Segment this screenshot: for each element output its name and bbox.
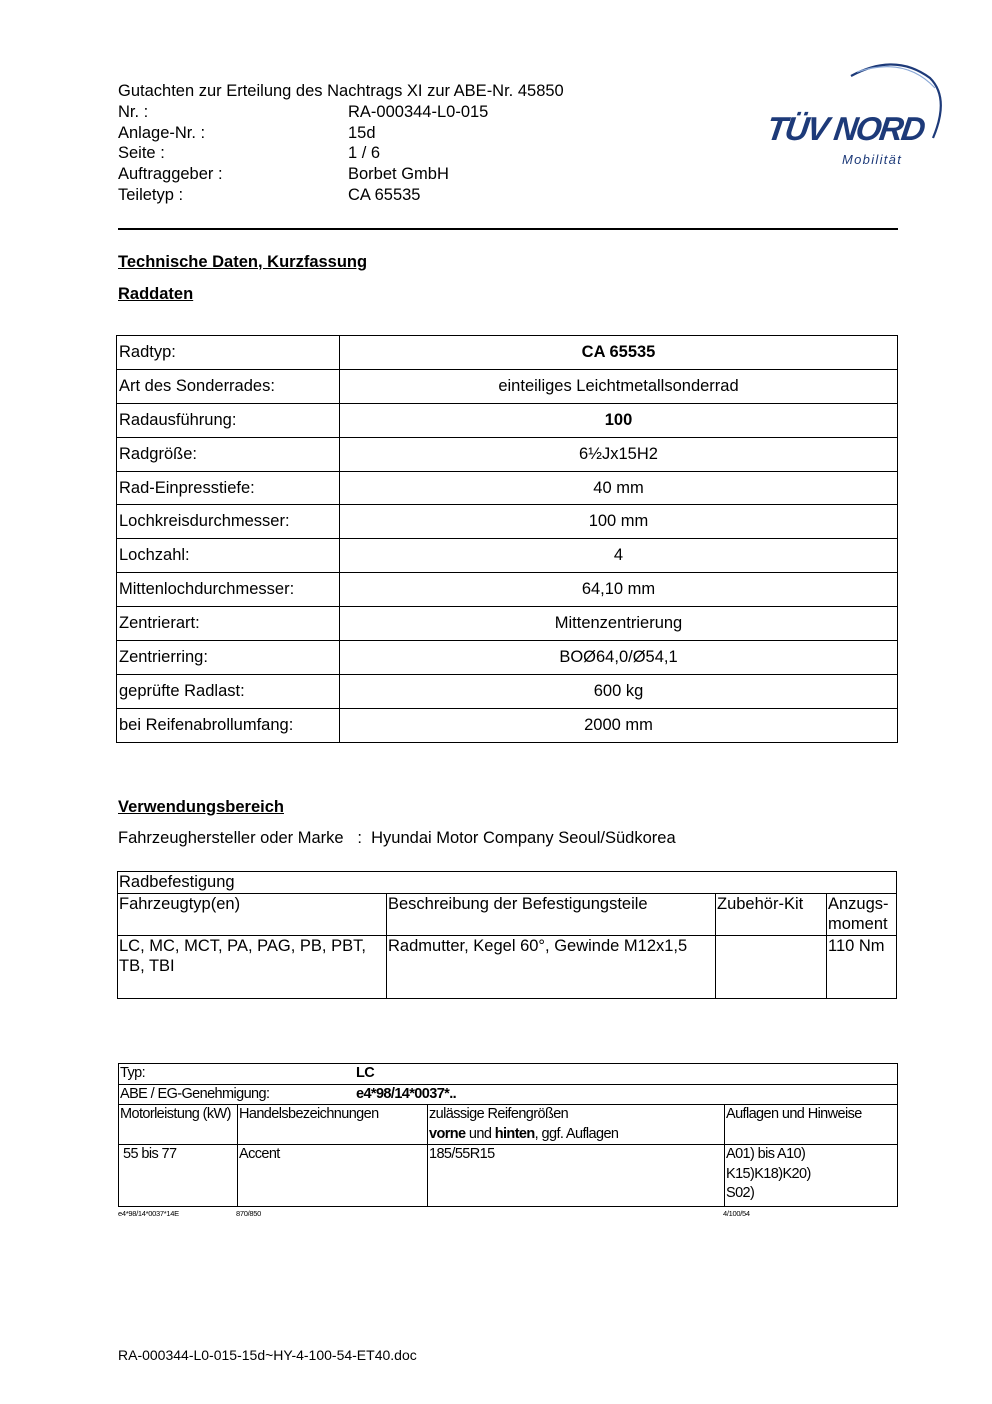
table-title: Radbefestigung <box>118 872 897 894</box>
separator: : <box>343 829 372 847</box>
reifen-rest: , ggf. Auflagen <box>534 1125 619 1142</box>
auflagen-line: A01) bis A10) <box>726 1146 806 1162</box>
table-row <box>117 607 898 641</box>
row-value: 2000 mm <box>340 708 898 742</box>
table-row <box>117 674 898 708</box>
table-row <box>117 369 898 403</box>
reifen-vorne: vorne <box>429 1125 466 1142</box>
header-field-seite <box>118 143 564 164</box>
field-label: Teiletyp : <box>118 185 184 204</box>
field-value: 1 / 6 <box>348 144 381 163</box>
row-label: Rad-Einpresstiefe: <box>117 471 340 505</box>
table-row <box>117 471 898 505</box>
logo-subtitle: Mobilität <box>842 152 903 167</box>
reifen-hinten: hinten <box>494 1125 535 1142</box>
column-header: Motorleistung (kW) <box>119 1105 238 1145</box>
row-label: bei Reifenabrollumfang: <box>117 708 340 742</box>
table-row <box>117 641 898 675</box>
row-value: 100 <box>340 403 898 437</box>
table-cell: LC, MC, MCT, PA, PAG, PB, PBT, TB, TBI <box>118 935 387 998</box>
footer-filename: RA-000344-L0-015-15d~HY-4-100-54-ET40.doc <box>118 1347 417 1363</box>
field-value: Borbet GmbH <box>348 165 449 184</box>
code-wheel: 4/100/54 <box>723 1209 750 1218</box>
row-value: 100 mm <box>340 505 898 539</box>
table-cell: 55 bis 77 <box>119 1145 238 1207</box>
typ-cell <box>119 1064 898 1085</box>
verwendung-title: Verwendungsbereich <box>118 798 284 816</box>
row-value: 64,10 mm <box>340 573 898 607</box>
row-label: Radtyp: <box>117 336 340 370</box>
table-row <box>117 336 898 370</box>
typ-row <box>119 1064 898 1085</box>
auflagen-line: S02) <box>726 1185 755 1201</box>
abe-value: e4*98/14*0037*.. <box>356 1085 457 1102</box>
column-header: Handelsbezeichnungen <box>238 1105 428 1145</box>
row-value: 4 <box>340 539 898 573</box>
header-field-auftraggeber <box>118 164 564 185</box>
column-header: Auflagen und Hinweise <box>725 1105 898 1145</box>
column-header: Anzugs-moment <box>827 893 897 935</box>
table-row <box>118 935 897 998</box>
raddaten-table <box>116 335 898 743</box>
abe-label: ABE / EG-Genehmigung: <box>120 1085 270 1102</box>
reifen-line1: zulässige Reifengrößen <box>429 1106 569 1122</box>
table-cell-auflagen <box>725 1145 898 1207</box>
typ-value: LC <box>356 1065 375 1081</box>
field-value: CA 65535 <box>348 185 421 204</box>
row-value: CA 65535 <box>340 336 898 370</box>
column-header: Beschreibung der Befestigungsteile <box>387 893 716 935</box>
table-header-row <box>119 1105 898 1145</box>
document-header <box>118 81 564 206</box>
header-field-nr <box>118 102 564 123</box>
abe-cell <box>119 1084 898 1105</box>
logo-wordmark: TÜV NORD <box>764 110 927 147</box>
row-value: 6½Jx15H2 <box>340 437 898 471</box>
row-value: BOØ64,0/Ø54,1 <box>340 641 898 675</box>
table-cell: 185/55R15 <box>428 1145 725 1207</box>
row-label: Lochkreisdurchmesser: <box>117 505 340 539</box>
table-row <box>117 708 898 742</box>
table-row <box>117 437 898 471</box>
row-label: Radgröße: <box>117 437 340 471</box>
section-subtitle: Raddaten <box>118 285 194 303</box>
row-label: Art des Sonderrades: <box>117 369 340 403</box>
tuev-nord-logo <box>765 58 945 173</box>
table-title-row <box>118 872 897 894</box>
typ-label: Typ: <box>120 1065 145 1081</box>
hersteller-value: Hyundai Motor Company Seoul/Südkorea <box>371 829 676 847</box>
table-row <box>117 403 898 437</box>
row-label: Radausführung: <box>117 403 340 437</box>
table-row <box>117 505 898 539</box>
header-field-anlage <box>118 123 564 144</box>
table-header-row <box>118 893 897 935</box>
field-label: Auftraggeber : <box>118 165 223 184</box>
column-header: Zubehör-Kit <box>716 893 827 935</box>
reifen-und: und <box>465 1125 495 1142</box>
table-cell <box>716 935 827 998</box>
table-row <box>117 539 898 573</box>
field-value: RA-000344-L0-015 <box>348 102 489 121</box>
section-title: Technische Daten, Kurzfassung <box>118 253 368 271</box>
field-value: 15d <box>348 123 376 142</box>
column-header: Fahrzeugtyp(en) <box>118 893 387 935</box>
hersteller-line <box>118 829 676 848</box>
field-label: Nr. : <box>118 102 149 121</box>
hersteller-label: Fahrzeughersteller oder Marke <box>118 829 344 847</box>
radbefestigung-table <box>117 871 897 999</box>
code-approval: e4*98/14*0037*14E <box>118 1209 179 1218</box>
header-divider <box>118 228 898 230</box>
row-value: einteiliges Leichtmetallsonderrad <box>340 369 898 403</box>
row-value: Mittenzentrierung <box>340 607 898 641</box>
header-field-teiletyp <box>118 185 564 206</box>
row-label: geprüfte Radlast: <box>117 674 340 708</box>
row-label: Mittenlochdurchmesser: <box>117 573 340 607</box>
field-label: Seite : <box>118 144 165 163</box>
code-load: 870/850 <box>236 1209 262 1218</box>
table-cell: 110 Nm <box>827 935 897 998</box>
row-value: 40 mm <box>340 471 898 505</box>
row-label: Lochzahl: <box>117 539 340 573</box>
typ-table <box>118 1063 898 1207</box>
table-row <box>117 573 898 607</box>
row-label: Zentrierart: <box>117 607 340 641</box>
table-row <box>119 1145 898 1207</box>
table-cell: Radmutter, Kegel 60°, Gewinde M12x1,5 <box>387 935 716 998</box>
abe-row <box>119 1084 898 1105</box>
field-label: Anlage-Nr. : <box>118 123 206 142</box>
row-value: 600 kg <box>340 674 898 708</box>
auflagen-line: K15)K18)K20) <box>726 1165 811 1182</box>
table-cell: Accent <box>238 1145 428 1207</box>
row-label: Zentrierring: <box>117 641 340 675</box>
header-title: Gutachten zur Erteilung des Nachtrags XI zur ABE-Nr. 45850 <box>118 82 564 100</box>
column-header-reifen <box>428 1105 725 1145</box>
